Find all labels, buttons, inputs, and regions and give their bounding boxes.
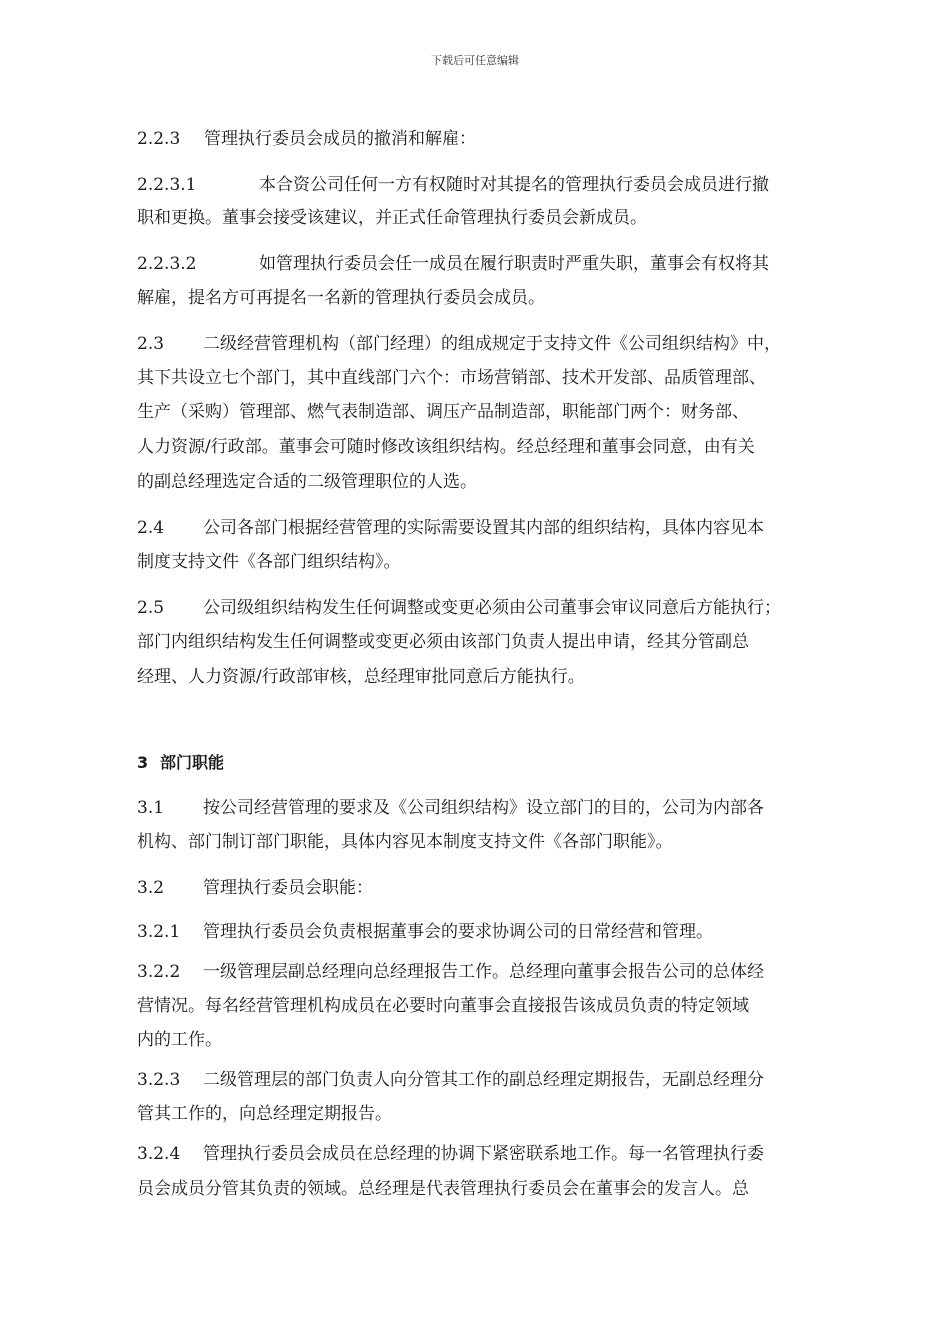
section-text: 如管理执行委员会任一成员在履行职责时严重失职，董事会有权将其: [259, 254, 769, 274]
section-text: 部门内组织结构发生任何调整或变更必须由该部门负责人提出申请，经其分管副总: [137, 632, 749, 652]
section-line: [137, 797, 764, 819]
section-line: [137, 877, 373, 899]
section-line: [137, 995, 749, 1017]
section-text: 管理执行委员会职能：: [203, 878, 373, 898]
section-text: 管理执行委员会负责根据董事会的要求协调公司的日常经营和管理。: [203, 922, 713, 942]
section-line: [137, 1069, 764, 1091]
section-number: 2.2.3: [137, 129, 181, 149]
section-line: [137, 401, 749, 423]
section-number: 3.2: [137, 878, 165, 898]
chapter-heading: [137, 752, 224, 774]
page-header: 下载后可任意编辑: [431, 54, 519, 67]
section-text: 管理执行委员会成员在总经理的协调下紧密联系地工作。每一名管理执行委: [203, 1144, 764, 1164]
chapter-number: 3: [137, 753, 149, 772]
section-text: 管其工作的，向总经理定期报告。: [137, 1104, 392, 1124]
section-number: 3.2.3: [137, 1070, 181, 1090]
section-text: 公司级组织结构发生任何调整或变更必须由公司董事会审议同意后方能执行；: [203, 598, 781, 618]
section-line: [137, 253, 769, 275]
section-line: [137, 961, 764, 983]
section-text: 内的工作。: [137, 1030, 222, 1050]
section-line: [137, 471, 477, 493]
section-text: 制度支持文件《各部门组织结构》。: [137, 552, 401, 572]
section-line: [137, 831, 673, 853]
section-line: [137, 921, 713, 943]
section-text: 经理、人力资源/行政部审核，总经理审批同意后方能执行。: [137, 667, 585, 687]
section-number: 3.2.2: [137, 962, 181, 982]
section-number: 2.2.3.1: [137, 175, 197, 195]
section-line: [137, 367, 766, 389]
section-line: [137, 551, 401, 573]
section-line: [137, 174, 769, 196]
section-line: [137, 666, 585, 688]
section-number: 3.2.4: [137, 1144, 181, 1164]
section-number: 2.2.3.2: [137, 254, 197, 274]
section-line: [137, 631, 749, 653]
section-text: 员会成员分管其负责的领域。总经理是代表管理执行委员会在董事会的发言人。总: [137, 1179, 749, 1199]
section-number: 3.2.1: [137, 922, 181, 942]
section-text: 二级管理层的部门负责人向分管其工作的副总经理定期报告，无副总经理分: [203, 1070, 764, 1090]
section-line: [137, 1143, 764, 1165]
section-line: [137, 517, 764, 539]
chapter-title: 部门职能: [160, 753, 225, 772]
section-number: 2.4: [137, 518, 165, 538]
section-line: [137, 1029, 222, 1051]
section-text: 管理执行委员会成员的撤消和解雇：: [204, 129, 476, 149]
section-number: 3.1: [137, 798, 165, 818]
section-text: 解雇，提名方可再提名一名新的管理执行委员会成员。: [137, 288, 545, 308]
section-line: [137, 333, 781, 355]
section-text: 其下共设立七个部门，其中直线部门六个：市场营销部、技术开发部、品质管理部、: [137, 368, 766, 388]
section-line: [137, 207, 647, 229]
section-line: [137, 597, 781, 619]
section-number: 2.3: [137, 334, 165, 354]
section-text: 本合资公司任何一方有权随时对其提名的管理执行委员会成员进行撤: [259, 175, 769, 195]
section-text: 职和更换。董事会接受该建议，并正式任命管理执行委员会新成员。: [137, 208, 647, 228]
section-text: 营情况。每名经营管理机构成员在必要时向董事会直接报告该成员负责的特定领域: [137, 996, 749, 1016]
section-line: [137, 1103, 392, 1125]
section-text: 一级管理层副总经理向总经理报告工作。总经理向董事会报告公司的总体经: [203, 962, 764, 982]
section-text: 生产（采购）管理部、燃气表制造部、调压产品制造部，职能部门两个：财务部、: [137, 402, 749, 422]
section-line: [137, 128, 476, 150]
section-line: [137, 1178, 749, 1200]
section-text: 公司各部门根据经营管理的实际需要设置其内部的组织结构，具体内容见本: [203, 518, 764, 538]
section-text: 的副总经理选定合适的二级管理职位的人选。: [137, 472, 477, 492]
section-text: 机构、部门制订部门职能，具体内容见本制度支持文件《各部门职能》。: [137, 832, 673, 852]
section-number: 2.5: [137, 598, 165, 618]
section-text: 按公司经营管理的要求及《公司组织结构》设立部门的目的，公司为内部各: [203, 798, 764, 818]
section-text: 人力资源/行政部。董事会可随时修改该组织结构。经总经理和董事会同意，由有关: [137, 437, 755, 457]
section-line: [137, 287, 545, 309]
section-line: [137, 436, 755, 458]
section-text: 二级经营管理机构（部门经理）的组成规定于支持文件《公司组织结构》中，: [203, 334, 781, 354]
